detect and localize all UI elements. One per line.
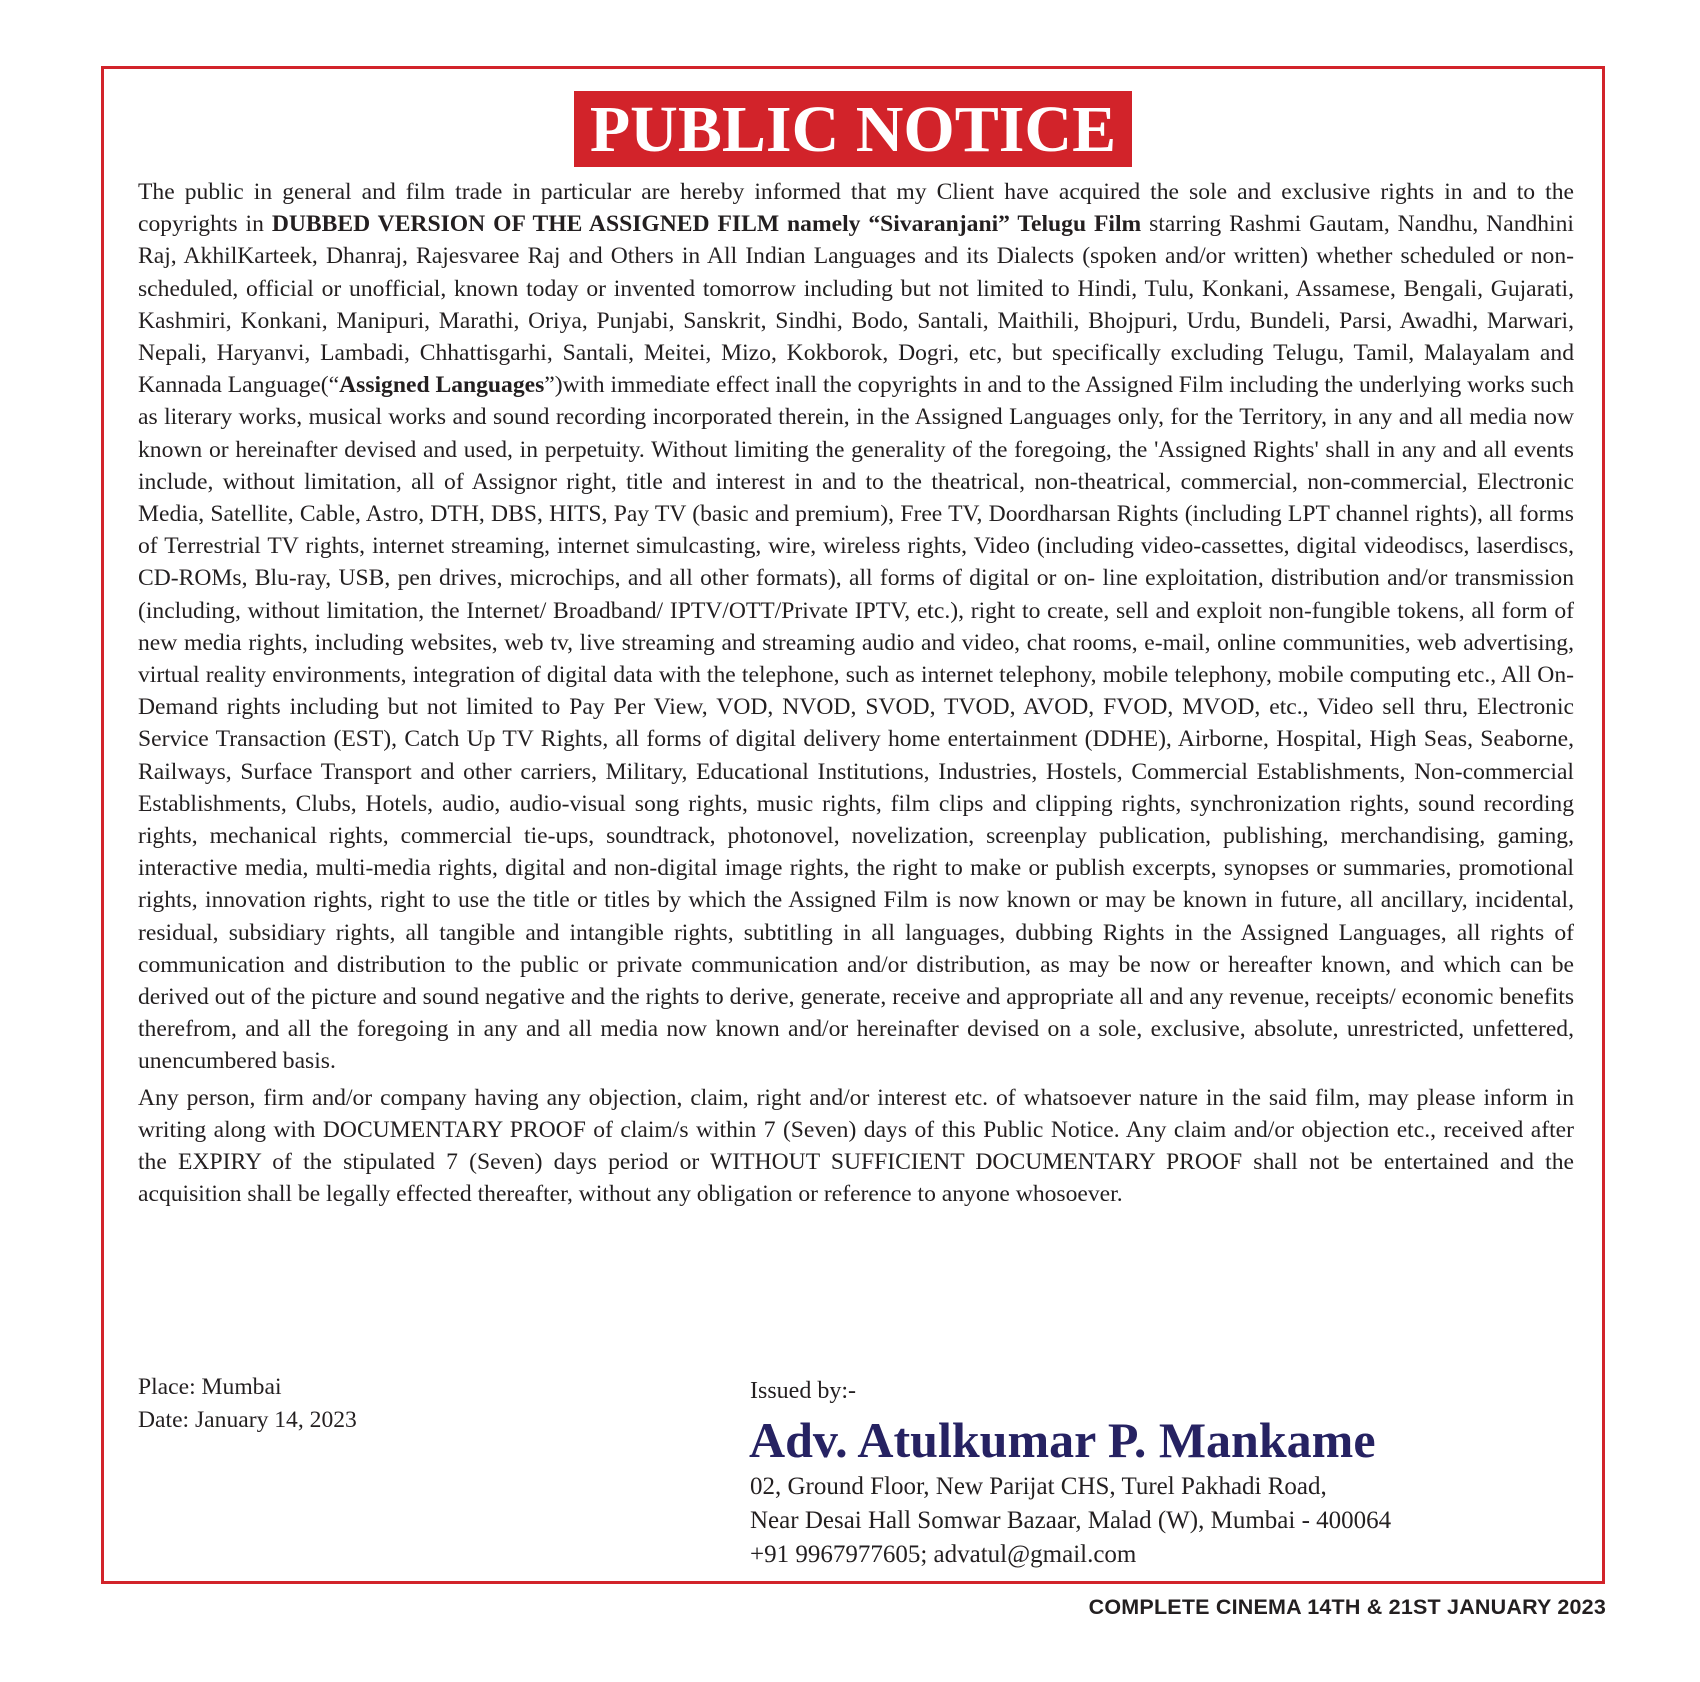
address-line-1: 02, Ground Floor, New Parijat CHS, Turel Pakhadi Road, (750, 1473, 1327, 1500)
paragraph-1-part-1: The public in general and film trade in particular are hereby informed that my Client have acquired the sole and exclusive rights in and to the copyrights in (138, 179, 1574, 238)
contact-line: +91 9967977605; advatul@gmail.com (750, 1541, 1137, 1568)
issuer-name: Adv. Atulkumar P. Mankame (749, 1412, 1376, 1468)
publication-footer: COMPLETE CINEMA 14TH & 21ST JANUARY 2023 (1088, 1595, 1606, 1619)
issued-by-label: Issued by:- (750, 1378, 856, 1404)
assigned-languages-bold: Assigned Languages (339, 372, 545, 399)
notice-border (101, 66, 1605, 1584)
paragraph-1-part-3: ”)with immediate effect inall the copyrights in and to the Assigned Film including the underlying works such as literary works, musical works and sound recording incorporated therein, in the Assigned Languages only, for the Territory, in any and all media now known or hereinafter devised and used, in perpetuity. Without limiting the generality of the foregoing, the 'Assigned Rights' shall in any and all events include, without limitation, all of Assignor right, title and interest in and to the theatrical, non-theatrical, commercial, non-commercial, Electronic Media, Satellite, Cable, Astro, DTH, DBS, HITS, Pay TV (basic and premium), Free TV, Doordharsan Rights (including LPT channel rights), all forms of Terrestrial TV rights, internet streaming, internet simulcasting, wire, wireless rights, Video (including video-cassettes, digital videodiscs, laserdiscs, CD-ROMs, Blu-ray, USB, pen drives, microchips, and all other formats), all forms of digital or on- line exploitation, distribution and/or transmission (including, without limitation, the Internet/ Broadband/ IPTV/OTT/Private IPTV, etc.), right to create, sell and exploit non-fungible tokens, all form of new media rights, including websites, web tv, live streaming and streaming audio and video, chat rooms, e-mail, online communities, web advertising, virtual reality environments, integration of digital data with the telephone, such as internet telephony, mobile telephony, mobile computing etc., All On-Demand rights including but not limited to Pay Per View, VOD, NVOD, SVOD, TVOD, AVOD, FVOD, MVOD, etc., Video sell thru, Electronic Service Transaction (EST), Catch Up TV Rights, all forms of digital delivery home entertainment (DDHE), Airborne, Hospital, High Seas, Seaborne, Railways, Surface Transport and other carriers, Military, Educational Institutions, Industries, Hostels, Commercial Establishments, Non-commercial Establishments, Clubs, Hotels, audio, audio-visual song rights, music rights, film clips and clipping rights, synchronization rights, sound recording rights, mechanical rights, commercial tie-ups, soundtrack, photonovel, novelization, screenplay publication, publishing, merchandising, gaming, interactive media, multi-media rights, digital and non-digital image rights, the right to make or publish excerpts, synopses or summaries, promotional rights, innovation rights, right to use the title or titles by which the Assigned Film is now known or may be known in future, all ancillary, incidental, residual, subsidiary rights, all tangible and intangible rights, subtitling in all languages, dubbing Rights in the Assigned Languages, all rights of communication and distribution to the public or private communication and/or distribution, as may be now or hereafter known, and which can be derived out of the picture and sound negative and the rights to derive, generate, receive and appropriate all and any revenue, receipts/ economic benefits therefrom, and all the foregoing in any and all media now known and/or hereinafter devised on a sole, exclusive, absolute, unrestricted, unfettered, unencumbered basis. (138, 372, 1574, 1075)
place-line: Place: Mumbai (138, 1374, 282, 1400)
film-title-bold: DUBBED VERSION OF THE ASSIGNED FILM namely “Sivaranjani” Telugu Film (271, 211, 1142, 238)
notice-paragraph-1 (138, 176, 1574, 1078)
place-date-block (138, 1371, 357, 1437)
date-line: Date: January 14, 2023 (138, 1407, 357, 1433)
notice-title: PUBLIC NOTICE (574, 91, 1132, 167)
address-line-2: Near Desai Hall Somwar Bazaar, Malad (W), Mumbai - 400064 (750, 1507, 1392, 1534)
notice-paragraph-2: Any person, firm and/or company having any objection, claim, right and/or interest etc. of whatsoever nature in the said film, may please inform in writing along with DOCUMENTARY PROOF of claim/s within 7 (Seven) days of this Public Notice. Any claim and/or objection etc., received after the EXPIRY of the stipulated 7 (Seven) days period or WITHOUT SUFFICIENT DOCUMENTARY PROOF shall not be entertained and the acquisition shall be legally effected thereafter, without any obligation or reference to anyone whosoever. (138, 1084, 1574, 1208)
notice-body (138, 176, 1574, 1215)
issuer-block (750, 1375, 1391, 1572)
title-wrap (104, 91, 1602, 167)
paragraph-1-part-2: starring Rashmi Gautam, Nandhu, Nandhini Raj, AkhilKarteek, Dhanraj, Rajesvaree Raj and Others in All Indian Languages and its Dialects (spoken and/or written) whether scheduled or non-scheduled, official or unofficial, known today or invented tomorrow including but not limited to Hindi, Tulu, Konkani, Assamese, Bengali, Gujarati, Kashmiri, Konkani, Manipuri, Marathi, Oriya, Punjabi, Sanskrit, Sindhi, Bodo, Santali, Maithili, Bhojpuri, Urdu, Bundeli, Parsi, Awadhi, Marwari, Nepali, Haryanvi, Lambadi, Chhattisgarhi, Santali, Meitei, Mizo, Kokborok, Dogri, etc, but specifically excluding Telugu, Tamil, Malayalam and Kannada Language(“ (138, 211, 1574, 399)
